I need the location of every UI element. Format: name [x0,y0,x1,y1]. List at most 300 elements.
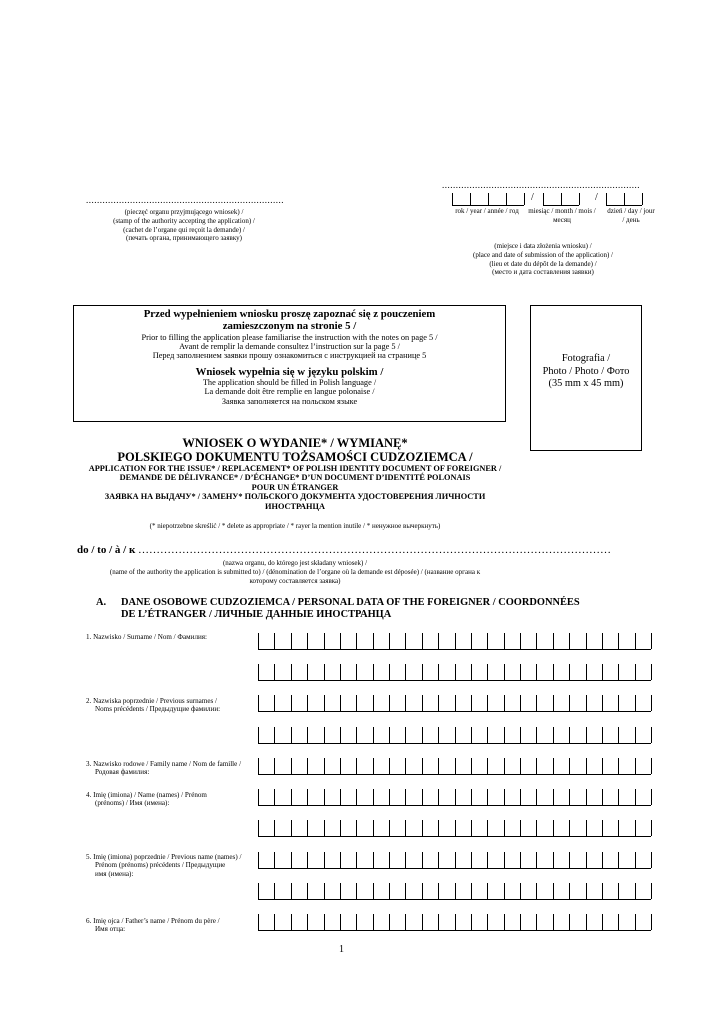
char-box-divider [471,664,472,680]
char-box-divider [356,789,357,805]
char-box-divider [455,820,456,836]
char-box-divider [618,664,619,680]
title-footnote: (* niepotrzebne skreślić / * delete as appropriate / * rayer la mention inutile / * ненужное вычеркнуть) [149,522,441,530]
char-box-divider [536,883,537,899]
char-box-divider [520,914,521,930]
char-box-divider [569,633,570,649]
notice-line: The application should be filled in Polish language / [202,377,377,387]
char-box-divider [438,852,439,868]
char-box-divider [340,852,341,868]
notice-heading: Przed wypełnieniem wniosku proszę zapoznać się z pouczeniem zamieszczonym na stronie 5 / [143,308,436,332]
char-box-divider [471,695,472,711]
char-box-divider [536,758,537,774]
date-slash: / [595,192,598,203]
row-baseline [258,649,651,650]
char-box-divider [389,852,390,868]
char-box-divider [291,883,292,899]
char-box-divider [340,914,341,930]
section-a-title-line: DE L’ÉTRANGER / ЛИЧНЫЕ ДАННЫЕ ИНОСТРАНЦА [121,609,392,621]
char-box-divider [324,695,325,711]
recipient-dots: ………………………………………………………………………………………………………………… [138,544,612,556]
previous-surnames-input-row-2[interactable] [258,727,651,744]
char-box-divider [618,727,619,743]
char-box-divider [438,664,439,680]
recipient-caption-line: (name of the authority the application is submitted to) / (dénomination de l’organe où la demande est déposée) / (название органа к [109,567,481,576]
char-box-divider [405,664,406,680]
char-box-divider [471,883,472,899]
char-box-divider [635,664,636,680]
place-caption-line: (place and date of submission of the application) / [473,250,613,259]
stamp-caption [70,208,298,243]
char-box-divider [307,914,308,930]
char-box-divider [422,695,423,711]
char-box-divider [635,789,636,805]
char-box-divider [586,695,587,711]
char-box-divider [471,633,472,649]
char-box-divider [651,633,652,649]
field-label-line: имя (имена): [95,869,134,878]
char-box-divider [373,758,374,774]
char-box-divider [307,633,308,649]
char-box-divider [389,883,390,899]
char-box-divider [274,664,275,680]
char-box-divider [438,883,439,899]
notice-line: Перед заполнением заявки прошу ознакомиться с инструкцией на странице 5 [152,351,427,361]
field-label-line: (prénoms) / Имя (имена): [95,799,170,808]
char-box-divider [487,633,488,649]
char-box-divider [520,758,521,774]
char-box-divider [536,727,537,743]
char-box-divider [471,914,472,930]
photo-caption-line: Photo / Photo / Фото [542,365,630,377]
char-box-divider [291,789,292,805]
char-box-divider [324,727,325,743]
place-dotted-line: ........................................................................ [442,180,640,190]
previous-names-input-row-1[interactable] [258,852,651,869]
char-box-divider [324,633,325,649]
char-box-divider [553,695,554,711]
char-box-divider [553,758,554,774]
char-box-divider [324,883,325,899]
char-box-divider [356,633,357,649]
char-box-divider [291,664,292,680]
stamp-caption-line: (cachet de l’organe qui reçoit la demande) / [123,225,245,234]
char-box-divider [356,695,357,711]
row-baseline [258,680,651,681]
char-box-divider [422,820,423,836]
char-box-divider [422,852,423,868]
year-label: rok / year / année / год [455,207,519,215]
char-box-divider [602,758,603,774]
row-baseline [258,711,651,712]
char-box-divider [487,914,488,930]
char-box-divider [291,727,292,743]
char-box-divider [618,852,619,868]
char-box-divider [471,820,472,836]
char-box-divider [487,852,488,868]
char-box-divider [373,695,374,711]
char-box-divider [635,633,636,649]
char-box-divider [356,727,357,743]
char-box-divider [618,883,619,899]
char-box-divider [635,695,636,711]
title-subline: ЗАЯВКА НА ВЫДАЧУ* / ЗАМЕНУ* ПОЛЬСКОГО ДОКУМЕНТА УДОСТОВЕРЕНИЯ ЛИЧНОСТИ [104,492,486,502]
recipient-caption-line: которому составляется заявка) [249,576,341,585]
char-box-divider [520,852,521,868]
char-box-divider [274,914,275,930]
previous-surnames-input-row-1[interactable] [258,695,651,712]
char-box-divider [455,633,456,649]
char-box-divider [455,914,456,930]
char-box-divider [536,695,537,711]
instruction-notice-box [73,305,506,422]
char-box-divider [487,695,488,711]
char-box-divider [373,883,374,899]
char-box-divider [618,914,619,930]
char-box-divider [602,852,603,868]
field-label-line: 4. Imię (imiona) / Name (names) / Prénom [86,791,207,799]
char-box-divider [438,633,439,649]
char-box-divider [373,633,374,649]
char-box-divider [586,727,587,743]
char-box-divider [291,914,292,930]
previous-names-input-row-2[interactable] [258,883,651,900]
stamp-dotted-line: ........................................................................ [86,195,284,205]
char-box-divider [504,820,505,836]
title-subline: ИНОСТРАНЦА [265,501,325,511]
char-box-divider [504,664,505,680]
char-box-divider [274,852,275,868]
char-box-divider [651,789,652,805]
char-box-divider [536,914,537,930]
char-box-divider [438,820,439,836]
char-box-divider [487,758,488,774]
field-label-line: 6. Imię ojca / Father’s name / Prénom du père / [86,917,220,925]
char-box-divider [520,695,521,711]
field-label-line: Имя отца: [95,925,126,934]
char-box-divider [520,727,521,743]
char-box-divider [405,695,406,711]
field-label-name [86,791,207,808]
char-box-divider [586,789,587,805]
char-box-divider [274,758,275,774]
char-box-divider [356,758,357,774]
char-box-divider [373,914,374,930]
char-box-divider [405,727,406,743]
char-box-divider [324,789,325,805]
section-a-letter: A. [96,597,107,608]
char-box-divider [504,852,505,868]
field-label-line: 2. Nazwiska poprzednie / Previous surnames / [86,697,218,705]
fathers-name-input-row[interactable] [258,914,651,931]
char-box-divider [422,914,423,930]
name-input-row-1[interactable] [258,789,651,806]
char-box-divider [340,664,341,680]
recipient-prefix: do / to / à / к [77,544,139,556]
char-box-divider [651,820,652,836]
char-box-divider [471,758,472,774]
char-box-divider [520,820,521,836]
char-box-divider [291,758,292,774]
char-box-divider [307,820,308,836]
field-label-surname [86,633,207,641]
char-box-divider [504,789,505,805]
char-box-divider [340,789,341,805]
char-box-divider [340,758,341,774]
char-box-divider [455,695,456,711]
char-box-divider [487,883,488,899]
char-box-divider [635,820,636,836]
char-box-divider [504,758,505,774]
char-box-divider [274,727,275,743]
char-box-divider [553,820,554,836]
title-subline: DEMANDE DE DÉLIVRANCE* / D’ÉCHANGE* D’UN DOCUMENT D’IDENTITÉ POLONAIS [119,473,471,483]
char-box-divider [422,633,423,649]
char-box-divider [536,820,537,836]
row-baseline [258,899,651,900]
char-box-divider [373,820,374,836]
char-box-divider [324,758,325,774]
family-name-input-row[interactable] [258,758,651,775]
char-box-divider [373,852,374,868]
char-box-divider [553,633,554,649]
char-box-divider [569,789,570,805]
char-box-divider [455,664,456,680]
char-box-divider [258,633,259,649]
char-box-divider [438,758,439,774]
row-baseline [258,805,651,806]
char-box-divider [602,789,603,805]
char-box-divider [307,883,308,899]
char-box-divider [455,883,456,899]
field-label-previous-names [86,853,241,878]
char-box-divider [455,789,456,805]
char-box-divider [307,789,308,805]
char-box-divider [258,852,259,868]
char-box-divider [651,664,652,680]
field-label-line: Родовая фамилия: [95,768,150,777]
char-box-divider [553,883,554,899]
char-box-divider [553,727,554,743]
stamp-caption-line: (печать органа, принимающего заявку) [126,234,242,243]
char-box-divider [569,758,570,774]
char-box-divider [602,727,603,743]
field-label-family-name [86,760,241,777]
char-box-divider [586,633,587,649]
row-baseline [258,774,651,775]
char-box-divider [520,789,521,805]
place-caption-line: (место и дата составления заявки) [492,268,594,277]
field-label-line: 1. Nazwisko / Surname / Nom / Фамилия: [86,633,208,641]
char-box-divider [324,820,325,836]
char-box-divider [471,852,472,868]
title-subline: APPLICATION FOR THE ISSUE* / REPLACEMENT* OF POLISH IDENTITY DOCUMENT OF FOREIGNER / [88,464,502,473]
surname-input-row-2[interactable] [258,664,651,681]
char-box-divider [258,820,259,836]
char-box-divider [274,883,275,899]
char-box-divider [274,820,275,836]
char-box-divider [586,664,587,680]
char-box-divider [487,664,488,680]
char-box-divider [438,727,439,743]
char-box-divider [586,883,587,899]
row-baseline [258,743,651,744]
name-input-row-2[interactable] [258,820,651,837]
char-box-divider [389,727,390,743]
notice-line: La demande doit être remplie en langue polonaise / [204,387,375,397]
char-box-divider [586,914,587,930]
char-box-divider [405,852,406,868]
place-caption-line: (lieu et date du dépôt de la demande) / [489,259,597,268]
char-box-divider [504,914,505,930]
stamp-caption-line: (pieczęć organu przyjmującego wniosek) / [124,208,244,216]
char-box-divider [373,664,374,680]
char-box-divider [389,633,390,649]
char-box-divider [504,695,505,711]
stamp-caption-line: (stamp of the authority accepting the application) / [113,216,255,225]
char-box-divider [651,883,652,899]
char-box-divider [422,789,423,805]
field-label-line: Prénom (prénoms) précédents / Предыдущие [95,861,226,870]
char-box-divider [307,664,308,680]
char-box-divider [487,820,488,836]
row-baseline [258,930,651,931]
char-box-divider [618,633,619,649]
char-box-divider [258,883,259,899]
char-box-divider [291,852,292,868]
char-box-divider [389,664,390,680]
char-box-divider [340,820,341,836]
char-box-divider [291,695,292,711]
char-box-divider [651,914,652,930]
notice-line: Заявка заполняется на польском языке [221,396,358,406]
date-slash: / [531,192,534,203]
recipient-caption [70,559,520,585]
photo-caption-line: Fotografia / [561,353,611,364]
title-line: POLSKIEGO DOKUMENTU TOŻSAMOŚCI CUDZOZIEMCA / [117,449,473,464]
char-box-divider [536,664,537,680]
char-box-divider [602,633,603,649]
char-box-divider [307,852,308,868]
field-label-fathers-name [86,917,220,934]
char-box-divider [356,820,357,836]
char-box-divider [405,758,406,774]
char-box-divider [389,758,390,774]
char-box-divider [504,633,505,649]
char-box-divider [618,758,619,774]
notice-line: Prior to filling the application please familiarise the instruction with the notes on page 5 / [141,332,438,342]
char-box-divider [422,883,423,899]
recipient-caption-line: (nazwa organu, do którego jest składany wniosek) / [222,559,368,567]
char-box-divider [569,695,570,711]
char-box-divider [258,664,259,680]
char-box-divider [356,883,357,899]
char-box-divider [553,852,554,868]
char-box-divider [553,789,554,805]
char-box-divider [324,914,325,930]
char-box-divider [405,820,406,836]
char-box-divider [504,883,505,899]
field-label-line: 5. Imię (imiona) poprzednie / Previous name (names) / [86,853,242,861]
char-box-divider [340,883,341,899]
char-box-divider [422,664,423,680]
char-box-divider [586,820,587,836]
char-box-divider [586,852,587,868]
char-box-divider [487,727,488,743]
char-box-divider [635,914,636,930]
char-box-divider [291,820,292,836]
char-box-divider [438,914,439,930]
row-baseline [258,836,651,837]
surname-input-row-1[interactable] [258,633,651,650]
char-box-divider [455,727,456,743]
char-box-divider [258,789,259,805]
section-a-title-line: DANE OSOBOWE CUDZOZIEMCA / PERSONAL DATA OF THE FOREIGNER / COORDONNÉES [121,597,580,608]
char-box-divider [504,727,505,743]
char-box-divider [389,914,390,930]
char-box-divider [307,727,308,743]
char-box-divider [471,789,472,805]
char-box-divider [602,695,603,711]
char-box-divider [422,727,423,743]
char-box-divider [586,758,587,774]
char-box-divider [487,789,488,805]
char-box-divider [307,758,308,774]
char-box-divider [635,758,636,774]
recipient-line[interactable] [77,544,612,557]
photo-caption-line: (35 mm x 45 mm) [548,378,624,389]
char-box-divider [651,852,652,868]
char-box-divider [340,633,341,649]
char-box-divider [471,727,472,743]
char-box-divider [258,758,259,774]
char-box-divider [258,914,259,930]
char-box-divider [274,695,275,711]
char-box-divider [635,883,636,899]
char-box-divider [635,852,636,868]
char-box-divider [651,727,652,743]
char-box-divider [602,664,603,680]
char-box-divider [438,695,439,711]
day-label: dzień / day / jour / день [607,207,655,224]
char-box-divider [438,789,439,805]
char-box-divider [455,852,456,868]
notice-language-heading: Wniosek wypełnia się w języku polskim / [195,365,384,378]
char-box-divider [520,883,521,899]
char-box-divider [405,883,406,899]
place-date-caption [440,242,646,277]
row-baseline [258,868,651,869]
char-box-divider [553,914,554,930]
field-label-line: 3. Nazwisko rodowe / Family name / Nom de famille / [86,760,242,768]
char-box-divider [520,664,521,680]
char-box-divider [258,727,259,743]
char-box-divider [274,633,275,649]
char-box-divider [389,820,390,836]
photo-box [530,305,642,451]
char-box-divider [405,914,406,930]
char-box-divider [602,820,603,836]
char-box-divider [536,789,537,805]
char-box-divider [520,633,521,649]
char-box-divider [389,789,390,805]
char-box-divider [373,727,374,743]
char-box-divider [569,664,570,680]
char-box-divider [356,664,357,680]
char-box-divider [340,695,341,711]
char-box-divider [356,914,357,930]
place-caption-line: (miejsce i data złożenia wniosku) / [494,242,592,250]
